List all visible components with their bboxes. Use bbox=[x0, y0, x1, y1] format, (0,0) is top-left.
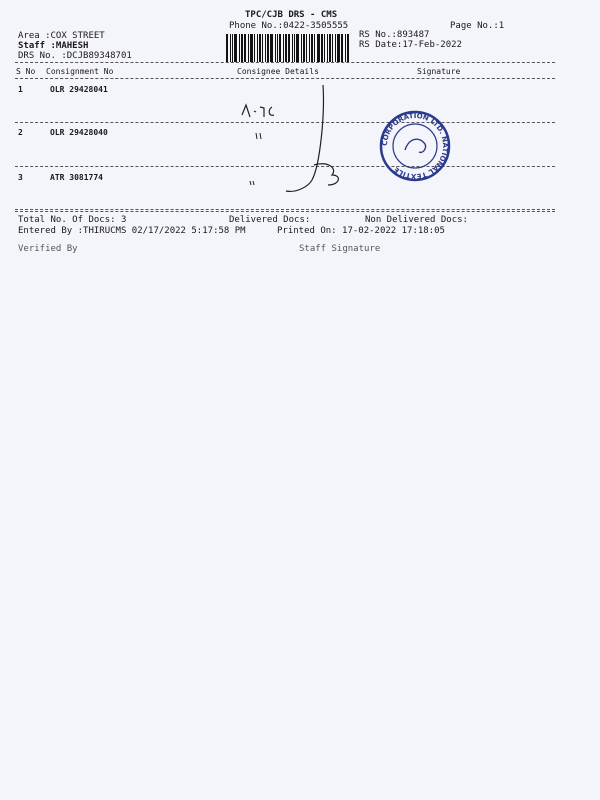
row-sno: 3 bbox=[18, 173, 23, 182]
barcode-bar bbox=[311, 34, 313, 62]
seal-stamp bbox=[379, 110, 451, 182]
rs-date: RS Date:17-Feb-2022 bbox=[359, 40, 462, 50]
barcode-bar bbox=[329, 34, 331, 62]
barcode-bar bbox=[324, 34, 325, 62]
barcode-bar bbox=[265, 34, 266, 62]
barcode-bar bbox=[248, 34, 249, 62]
divider bbox=[15, 62, 555, 63]
delivered-docs: Delivered Docs: bbox=[229, 215, 311, 225]
barcode-bar bbox=[241, 34, 243, 62]
barcode-bar bbox=[332, 34, 333, 62]
handwritten-signature bbox=[230, 75, 360, 200]
row-divider bbox=[15, 209, 555, 210]
barcode-bar bbox=[345, 34, 346, 62]
barcode-bar bbox=[226, 34, 228, 62]
barcode-bar bbox=[314, 34, 315, 62]
barcode-bar bbox=[275, 34, 276, 62]
verified-by-label: Verified By bbox=[18, 244, 78, 254]
barcode-bar bbox=[262, 34, 263, 62]
column-header-sno: S No bbox=[16, 67, 36, 76]
row-consignment: OLR 29428040 bbox=[50, 128, 108, 137]
svg-text:CORPORATION LTD. NATIONAL TEXT: CORPORATION LTD. NATIONAL TEXTILE bbox=[380, 111, 450, 181]
non-delivered-docs: Non Delivered Docs: bbox=[365, 215, 468, 225]
divider bbox=[15, 211, 555, 212]
barcode-bar bbox=[234, 34, 237, 62]
barcode-bar bbox=[301, 34, 302, 62]
barcode-bar bbox=[306, 34, 307, 62]
barcode-bar bbox=[230, 34, 231, 62]
staff-label: Staff :MAHESH bbox=[18, 41, 89, 51]
barcode-bar bbox=[285, 34, 287, 62]
barcode-bar bbox=[317, 34, 320, 62]
barcode-bar bbox=[341, 34, 343, 62]
column-header-consignment: Consignment No bbox=[46, 67, 114, 76]
barcode-bar bbox=[279, 34, 281, 62]
total-docs: Total No. Of Docs: 3 bbox=[18, 215, 127, 225]
barcode-bar bbox=[296, 34, 299, 62]
barcode-bar bbox=[321, 34, 323, 62]
area-label: Area :COX STREET bbox=[18, 31, 105, 41]
barcode-bar bbox=[267, 34, 269, 62]
document-title: TPC/CJB DRS - CMS bbox=[245, 10, 338, 20]
barcode-bar bbox=[277, 34, 278, 62]
column-header-signature: Signature bbox=[417, 67, 461, 76]
barcode bbox=[226, 34, 352, 62]
barcode-bar bbox=[250, 34, 253, 62]
barcode-bar bbox=[309, 34, 310, 62]
barcode-bar bbox=[337, 34, 340, 62]
barcode-bar bbox=[347, 34, 349, 62]
drs-number: DRS No. :DCJB89348701 bbox=[18, 51, 132, 61]
entered-by: Entered By :THIRUCMS 02/17/2022 5:17:58 PM bbox=[18, 226, 246, 236]
barcode-bar bbox=[239, 34, 240, 62]
barcode-bar bbox=[259, 34, 261, 62]
staff-signature-label: Staff Signature bbox=[299, 244, 381, 254]
barcode-bar bbox=[232, 34, 233, 62]
phone-number: Phone No.:0422-3505555 bbox=[229, 21, 349, 31]
column-header-consignee: Consignee Details bbox=[237, 67, 319, 76]
barcode-bar bbox=[335, 34, 336, 62]
barcode-bar bbox=[288, 34, 290, 62]
barcode-bar bbox=[294, 34, 295, 62]
row-sno: 1 bbox=[18, 85, 23, 94]
barcode-bar bbox=[303, 34, 305, 62]
barcode-bar bbox=[254, 34, 255, 62]
page-number: Page No.:1 bbox=[450, 21, 505, 31]
row-sno: 2 bbox=[18, 128, 23, 137]
row-consignment: OLR 29428041 bbox=[50, 85, 108, 94]
rs-number: RS No.:893487 bbox=[359, 30, 430, 40]
barcode-bar bbox=[244, 34, 246, 62]
barcode-bar bbox=[270, 34, 273, 62]
barcode-bar bbox=[292, 34, 293, 62]
printed-on: Printed On: 17-02-2022 17:18:05 bbox=[277, 226, 445, 236]
barcode-bar bbox=[327, 34, 328, 62]
barcode-bar bbox=[283, 34, 284, 62]
row-consignment: ATR 3081774 bbox=[50, 173, 103, 182]
barcode-bar bbox=[257, 34, 258, 62]
